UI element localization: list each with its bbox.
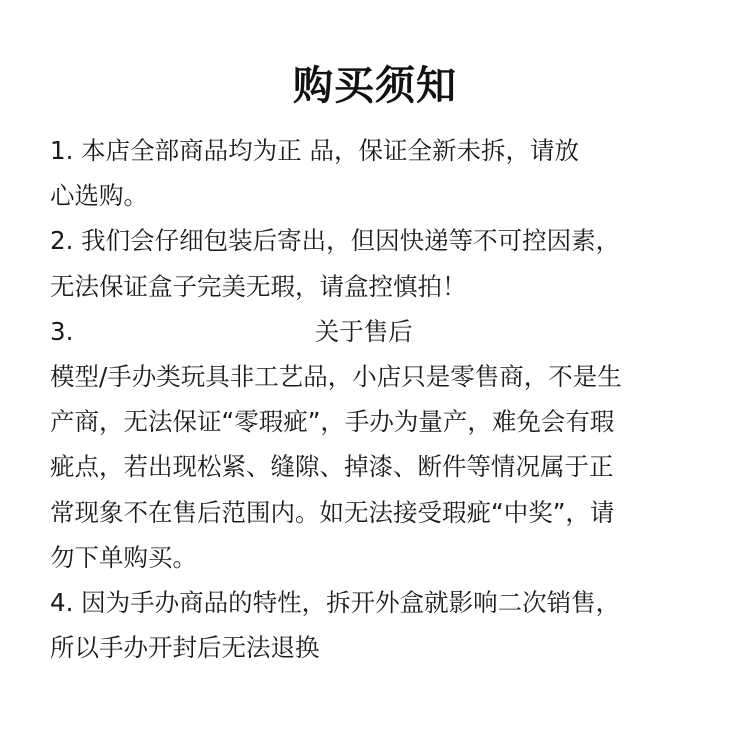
notice-line-4: 无法保证盒子完美无瑕，请盒控慎拍！ [50, 271, 467, 301]
notice-line-9: 常现象不在售后范围内。如无法接受瑕疵“中奖”，请 [50, 497, 615, 527]
notice-line-5: 3. 关于售后 [50, 316, 413, 346]
notice-line-3: 2. 我们会仔细包装后寄出，但因快递等不可控因素， [50, 226, 621, 256]
notice-line-1: 1. 本店全部商品均为正 品，保证全新未拆，请放 [50, 136, 579, 165]
notice-line-7: 产商，无法保证“零瑕疵”，手办为量产，难免会有瑕 [50, 407, 615, 437]
notice-line-6: 模型/手办类玩具非工艺品，小店只是零售商，不是生 [50, 361, 622, 391]
notice-line-8: 疵点，若出现松紧、缝隙、掉漆、断件等情况属于正 [50, 452, 614, 482]
notice-line-11: 4. 因为手办商品的特性，拆开外盒就影响二次销售， [50, 587, 621, 617]
notice-line-10: 勿下单购买。 [50, 542, 197, 572]
notice-line-2: 心选购。 [50, 181, 148, 211]
page-title: 购买须知 [293, 63, 457, 109]
notice-line-12: 所以手办开封后无法退换 [50, 633, 320, 663]
notice-body [50, 128, 710, 670]
